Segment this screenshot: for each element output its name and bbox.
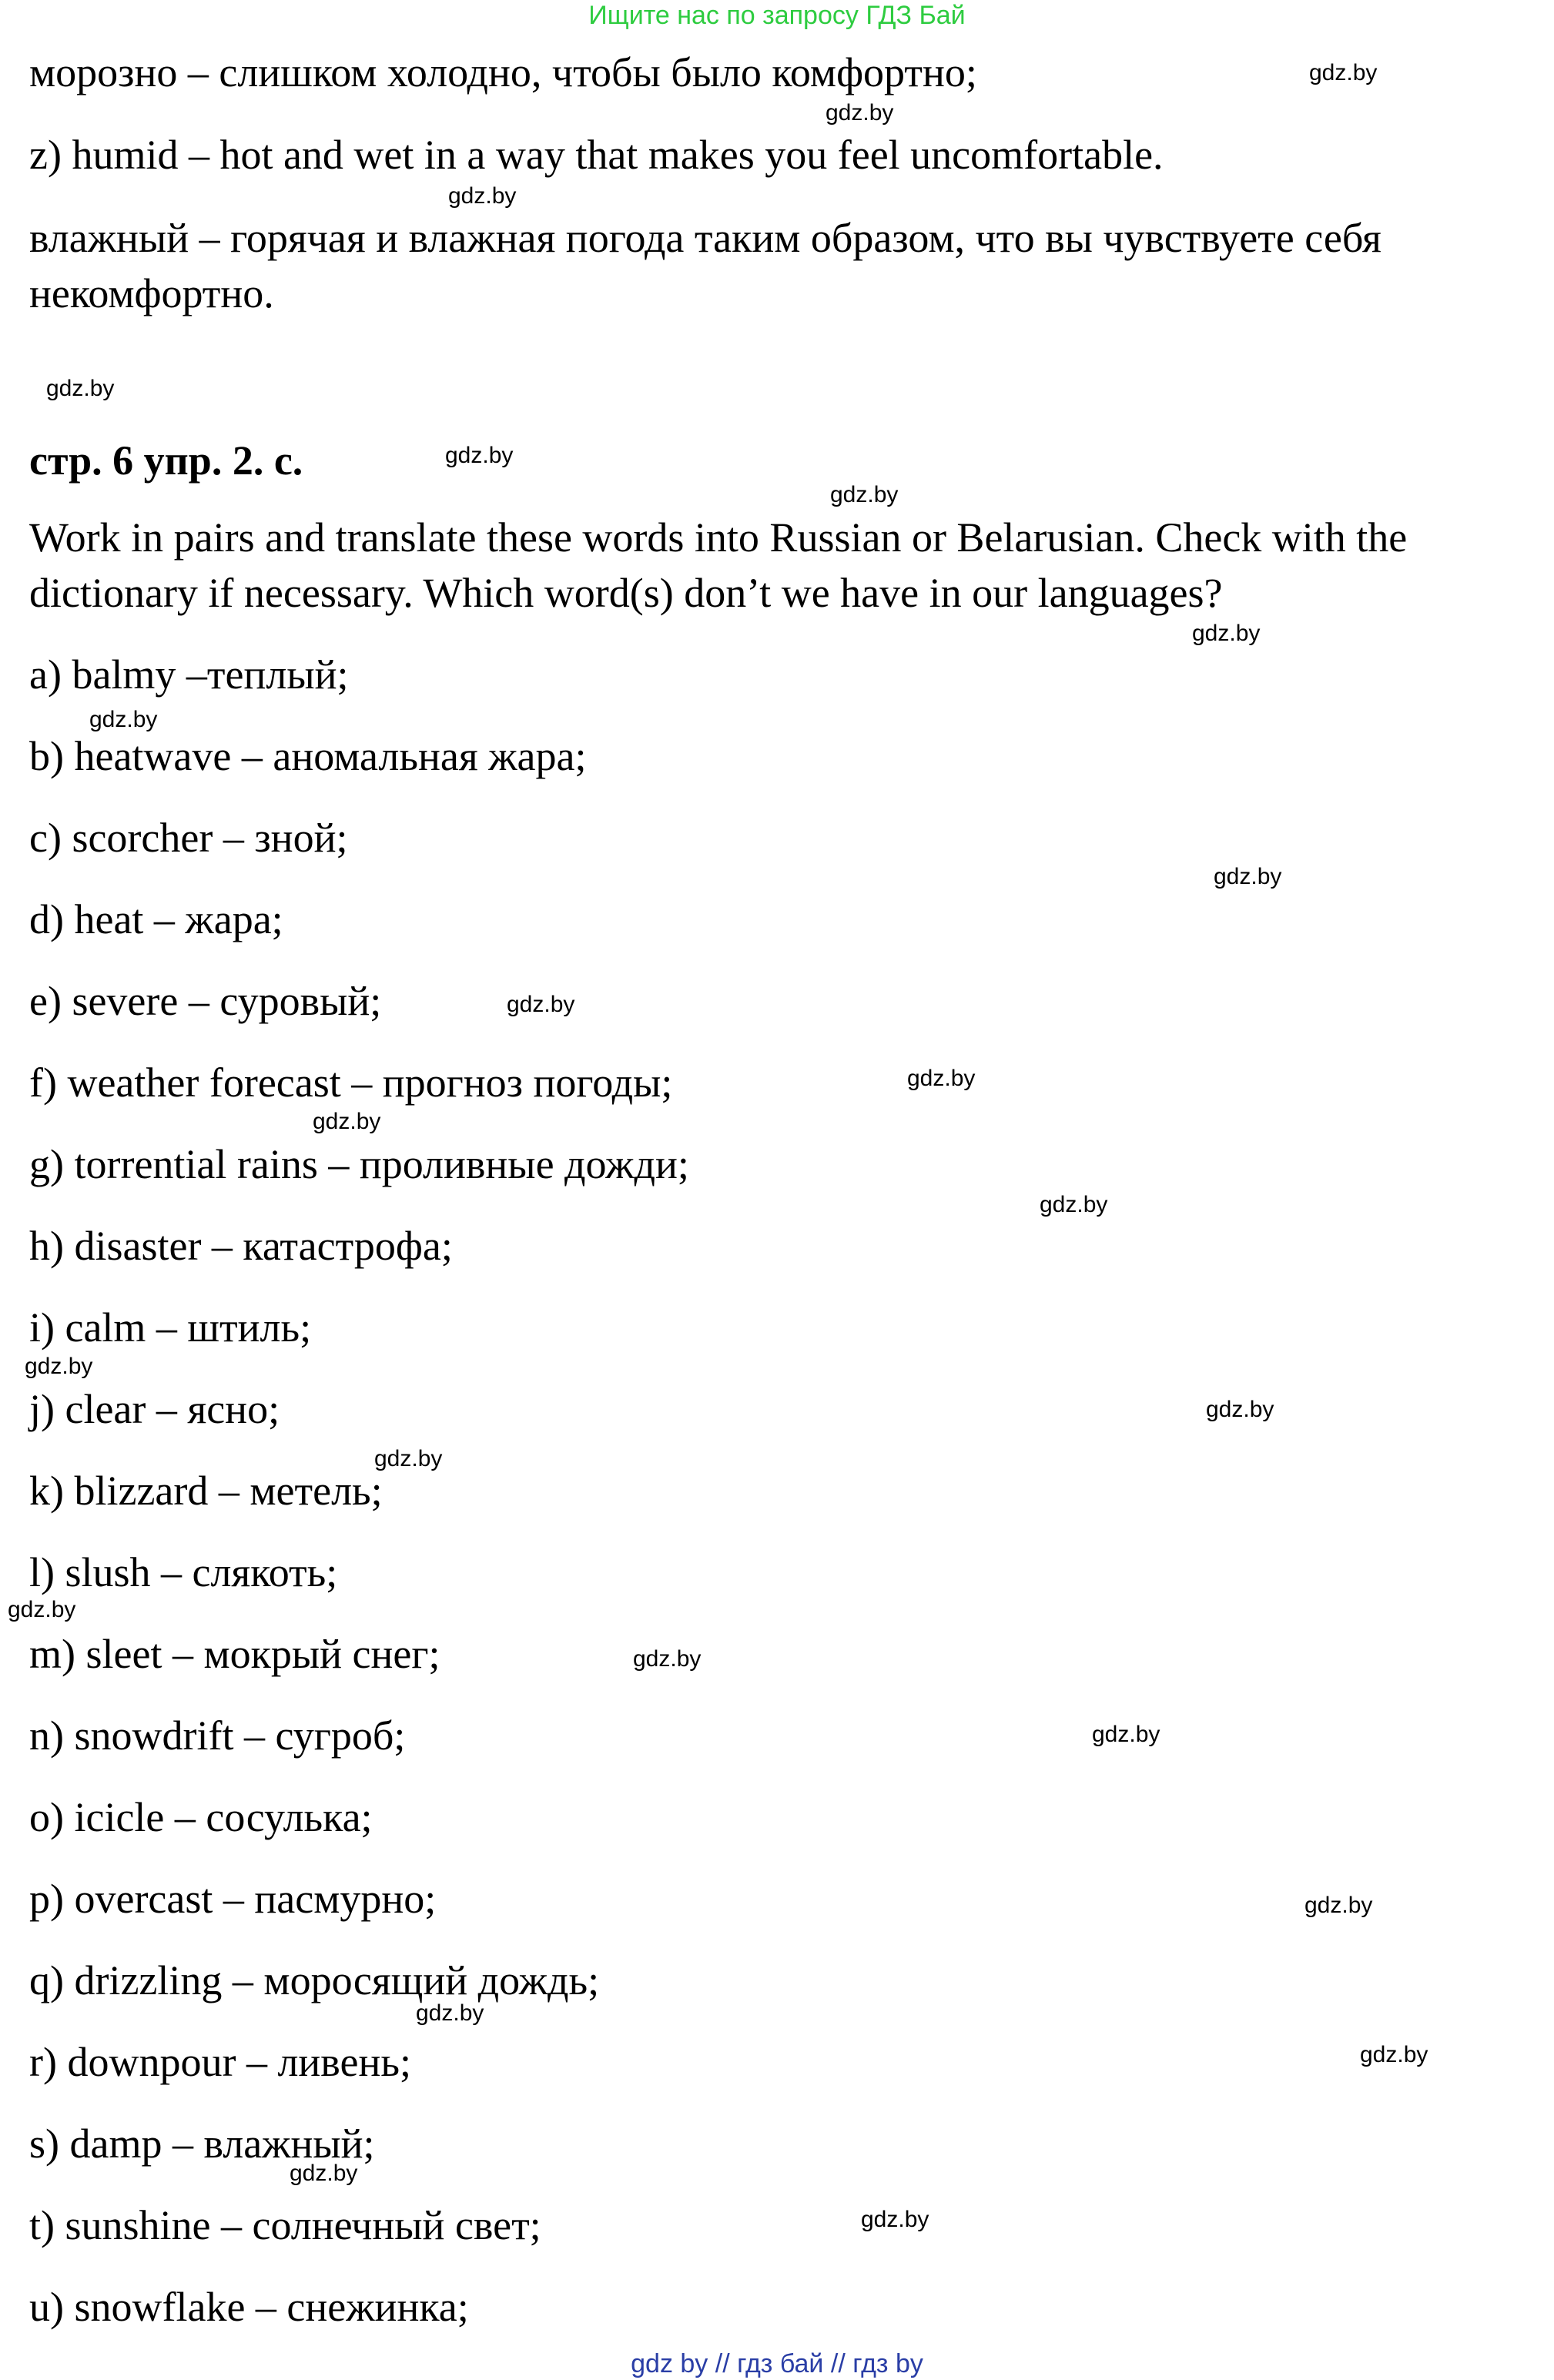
vocab-item-r: r) downpour – ливень;	[29, 2039, 411, 2085]
watermark: gdz.by	[374, 1446, 443, 1471]
watermark: gdz.by	[46, 376, 115, 401]
text-line-2: z) humid – hot and wet in a way that makes you feel uncomfortable.	[29, 132, 1164, 178]
watermark: gdz.by	[907, 1066, 976, 1091]
vocab-item-l: l) slush – слякоть;	[29, 1549, 338, 1595]
text-line-4: некомфортно.	[29, 270, 274, 316]
watermark: gdz.by	[1192, 621, 1261, 646]
vocab-item-o: o) icicle – сосулька;	[29, 1794, 373, 1840]
vocab-item-q: q) drizzling – моросящий дождь;	[29, 1957, 600, 2003]
watermark: gdz.by	[8, 1597, 76, 1622]
watermark: gdz.by	[1360, 2042, 1428, 2067]
vocab-item-a: a) balmy –теплый;	[29, 651, 349, 698]
vocab-item-c: c) scorcher – зной;	[29, 815, 348, 861]
vocab-item-g: g) torrential rains – проливные дожди;	[29, 1141, 689, 1187]
watermark: gdz.by	[445, 443, 514, 468]
watermark: gdz.by	[826, 100, 894, 126]
text-line-1: морозно – слишком холодно, чтобы было комфортно;	[29, 49, 977, 95]
watermark: gdz.by	[1309, 60, 1378, 85]
watermark: gdz.by	[507, 992, 575, 1017]
watermark: gdz.by	[1206, 1397, 1274, 1422]
vocab-item-i: i) calm – штиль;	[29, 1304, 312, 1351]
vocab-item-b: b) heatwave – аномальная жара;	[29, 733, 587, 779]
watermark: gdz.by	[1304, 1893, 1373, 1918]
watermark: gdz.by	[861, 2207, 929, 2232]
vocab-item-f: f) weather forecast – прогноз погоды;	[29, 1059, 673, 1106]
text-line-3: влажный – горячая и влажная погода таким образом, что вы чувствуете себя	[29, 215, 1382, 261]
vocab-item-e: e) severe – суровый;	[29, 978, 382, 1024]
vocab-item-k: k) blizzard – метель;	[29, 1468, 383, 1514]
promo-header: Ищите нас по запросу ГДЗ Бай	[588, 1, 966, 30]
vocab-item-j: j) clear – ясно;	[29, 1386, 280, 1432]
vocab-item-p: p) overcast – пасмурно;	[29, 1876, 437, 1922]
vocab-item-h: h) disaster – катастрофа;	[29, 1223, 453, 1269]
vocab-item-s: s) damp – влажный;	[29, 2121, 375, 2167]
watermark: gdz.by	[416, 2000, 484, 2026]
vocab-item-n: n) snowdrift – сугроб;	[29, 1712, 406, 1759]
watermark: gdz.by	[313, 1109, 381, 1134]
vocab-item-m: m) sleet – мокрый снег;	[29, 1631, 440, 1677]
watermark: gdz.by	[1092, 1722, 1160, 1747]
vocab-item-t: t) sunshine – солнечный свет;	[29, 2202, 541, 2248]
site-footer: gdz by // гдз бай // гдз by	[631, 2349, 923, 2378]
watermark: gdz.by	[25, 1354, 93, 1379]
watermark: gdz.by	[89, 707, 158, 732]
watermark: gdz.by	[290, 2161, 358, 2186]
vocab-item-d: d) heat – жара;	[29, 896, 283, 942]
watermark: gdz.by	[633, 1646, 702, 1672]
vocab-item-u: u) snowflake – снежинка;	[29, 2284, 469, 2330]
section-heading: стр. 6 упр. 2. c.	[29, 437, 303, 484]
instruction-line-1: Work in pairs and translate these words into Russian or Belarusian. Check with the	[29, 514, 1408, 561]
watermark: gdz.by	[1214, 864, 1282, 889]
instruction-line-2: dictionary if necessary. Which word(s) don’t we have in our languages?	[29, 570, 1223, 616]
watermark: gdz.by	[1040, 1192, 1108, 1217]
watermark: gdz.by	[448, 183, 517, 209]
watermark: gdz.by	[830, 482, 899, 507]
